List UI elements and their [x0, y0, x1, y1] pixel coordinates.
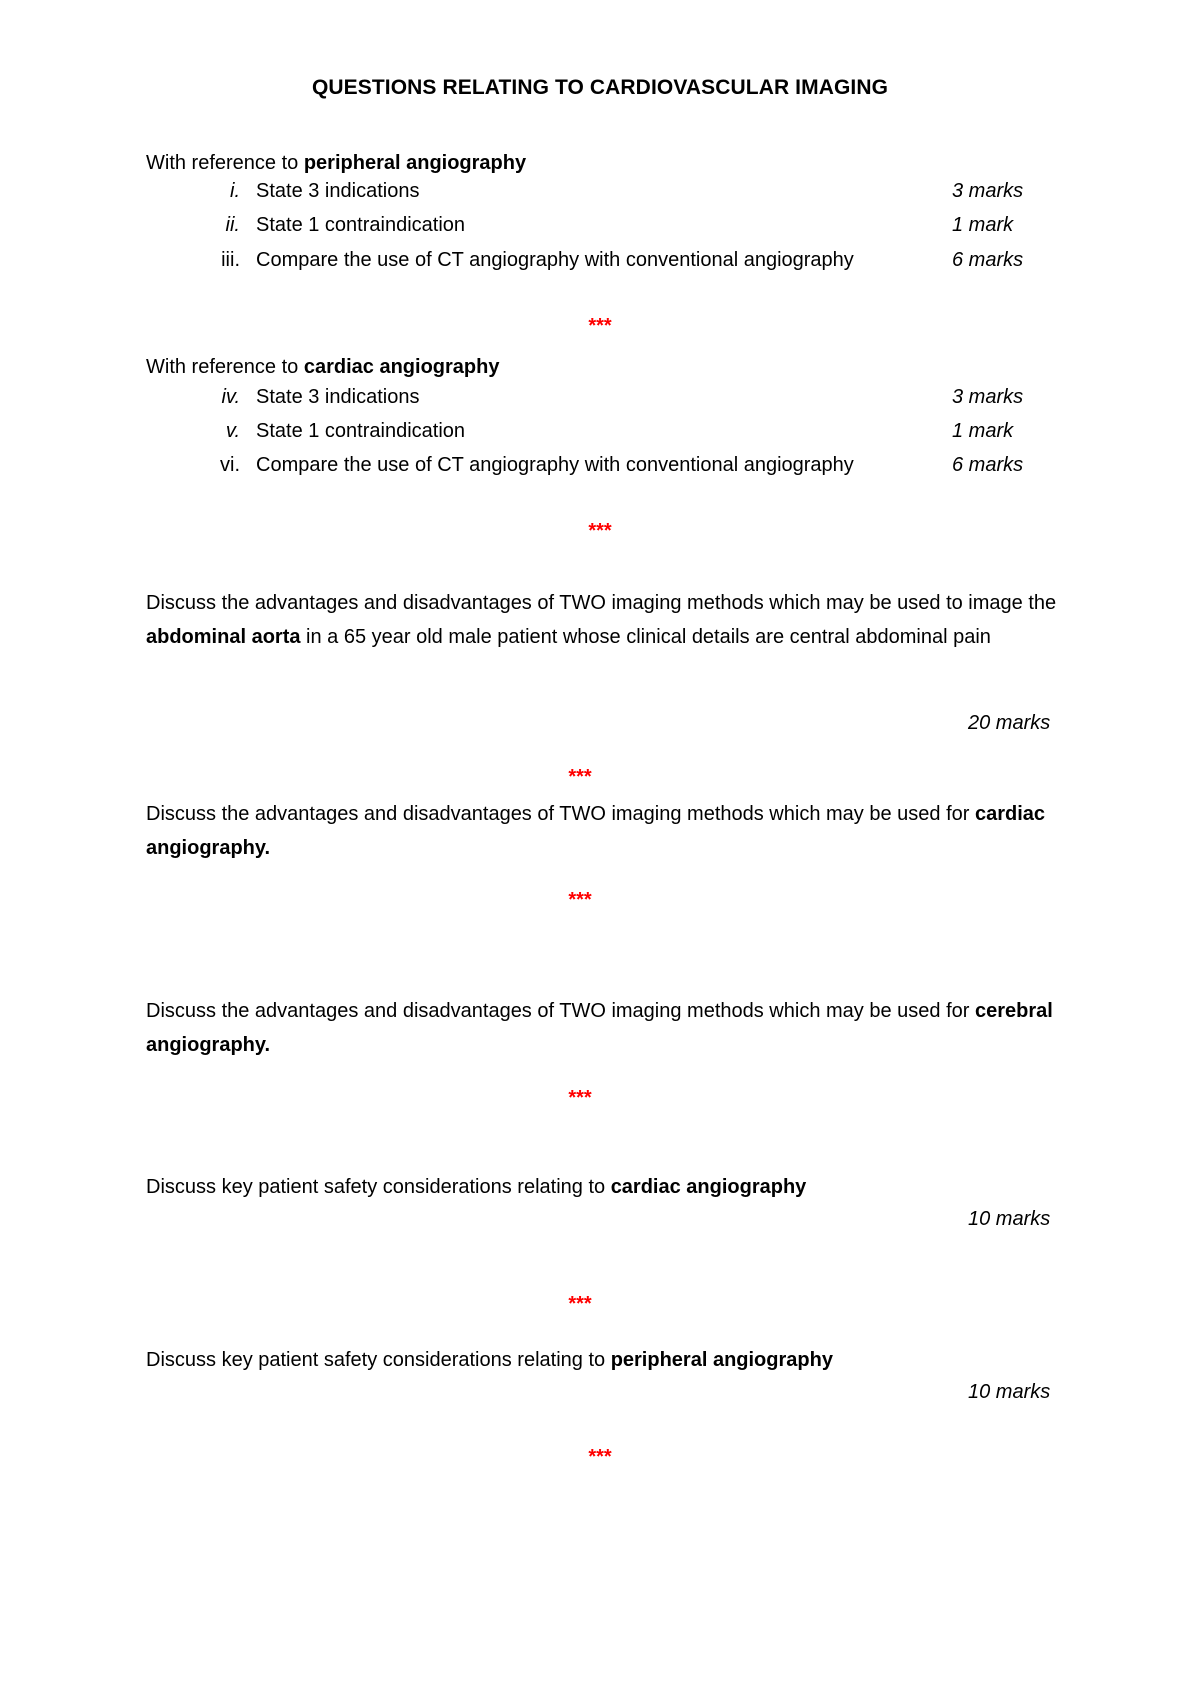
section2-intro	[146, 350, 499, 384]
item-number: iii.	[221, 249, 240, 271]
item-marks: 6 marks	[952, 249, 1024, 271]
item-text: State 1 contraindication	[256, 214, 466, 236]
question-marks: 10 marks	[968, 1208, 1051, 1230]
item-number: iv.	[221, 386, 240, 408]
separator: ***	[568, 766, 592, 788]
item-marks: 3 marks	[952, 180, 1024, 202]
item-number: ii.	[225, 214, 240, 236]
section1-intro	[146, 146, 526, 180]
section2-intro-bold: cardiac angiography	[303, 356, 500, 378]
separator: ***	[568, 1293, 592, 1315]
item-number: vi.	[220, 454, 240, 476]
item-text: Compare the use of CT angiography with conventional angiography	[256, 454, 854, 476]
item-text: Compare the use of CT angiography with conventional angiography	[256, 249, 854, 271]
item-text: State 3 indications	[256, 180, 420, 202]
item-marks: 6 marks	[952, 454, 1024, 476]
section1-intro-prefix: With reference to	[146, 152, 304, 174]
separator: ***	[588, 1446, 612, 1468]
question-cardiac-safety: Discuss key patient safety considerations relating to cardiac angiography	[146, 1176, 807, 1198]
separator: ***	[568, 889, 592, 911]
separator: ***	[568, 1087, 592, 1109]
question-cerebral-methods: Discuss the advantages and disadvantages of TWO imaging methods which may be used for cerebral angiography.	[146, 1000, 1053, 1056]
question-marks: 20 marks	[968, 712, 1051, 734]
question-cardiac-methods: Discuss the advantages and disadvantages of TWO imaging methods which may be used for cardiac angiography.	[146, 803, 1046, 859]
question-peripheral-safety: Discuss key patient safety considerations relating to peripheral angiography	[146, 1349, 833, 1371]
item-number: v.	[225, 420, 240, 442]
section2-intro-prefix: With reference to	[146, 356, 304, 378]
question-abdominal-aorta: Discuss the advantages and disadvantages of TWO imaging methods which may be used to image the abdominal aorta in a 65 year old male patient whose clinical details are central abdominal pain	[146, 592, 1057, 648]
separator: ***	[588, 315, 612, 337]
section1-intro-bold: peripheral angiography	[303, 152, 527, 174]
page-title: QUESTIONS RELATING TO CARDIOVASCULAR IMAGING	[311, 76, 889, 99]
item-marks: 1 mark	[952, 420, 1014, 442]
separator: ***	[588, 520, 612, 542]
item-text: State 3 indications	[256, 386, 420, 408]
item-text: State 1 contraindication	[256, 420, 466, 442]
item-number: i.	[230, 180, 240, 202]
question-marks: 10 marks	[968, 1381, 1051, 1403]
item-marks: 1 mark	[952, 214, 1014, 236]
item-marks: 3 marks	[952, 386, 1024, 408]
